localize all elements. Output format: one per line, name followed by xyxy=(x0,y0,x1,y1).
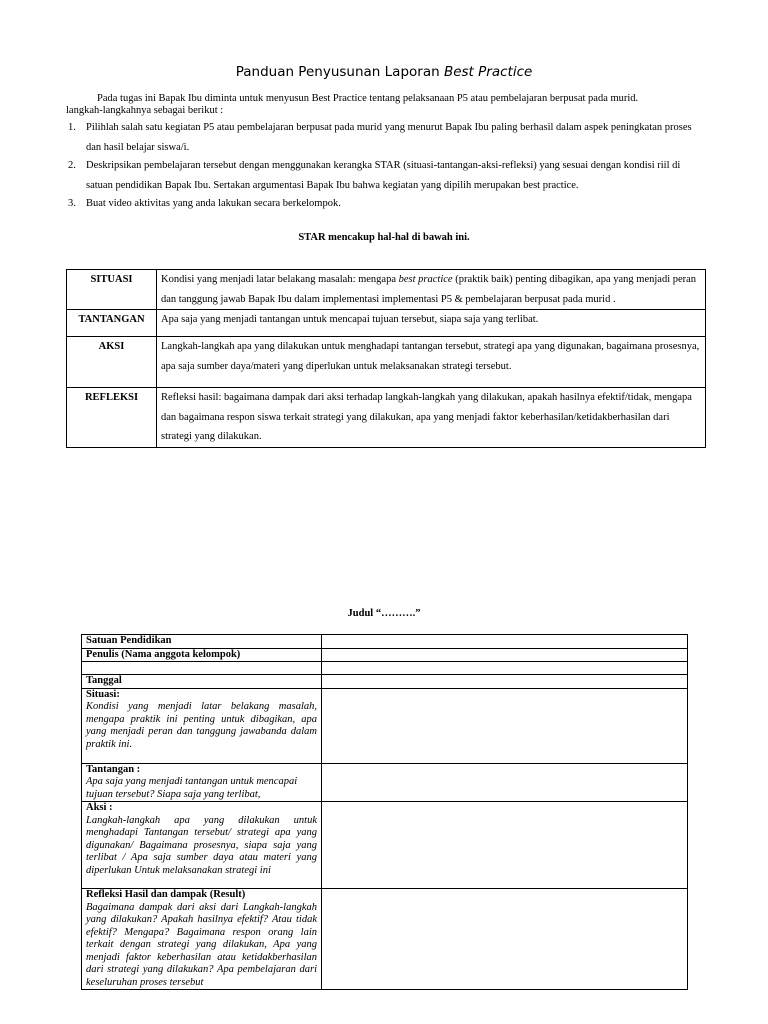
form-field-satuan[interactable] xyxy=(322,635,688,649)
form-blank-cell xyxy=(82,662,322,675)
list-text: Buat video aktivitas yang anda lakukan secara berkelompok. xyxy=(86,198,341,209)
form-field-penulis[interactable] xyxy=(322,648,688,662)
form-field-aksi[interactable] xyxy=(322,802,688,889)
list-number: 3. xyxy=(68,198,76,209)
star-label-tantangan: TANTANGAN xyxy=(67,310,157,337)
form-label-situasi: Situasi: xyxy=(86,688,120,700)
list-item xyxy=(66,118,706,157)
table-row xyxy=(82,889,688,990)
star-desc-text: Kondisi yang menjadi latar belakang masalah: mengapa xyxy=(161,274,399,285)
table-row xyxy=(67,270,706,310)
table-row xyxy=(67,337,706,388)
star-label-aksi: AKSI xyxy=(67,337,157,388)
intro-line-2: langkah-langkahnya sebagai berikut : xyxy=(66,105,224,116)
steps-list xyxy=(66,118,706,213)
title-text: Panduan Penyusunan Laporan xyxy=(235,64,444,80)
intro-line-1: Pada tugas ini Bapak Ibu diminta untuk menyusun Best Practice tentang pelaksanaan P5 atau pembelajaran berpusat pada murid. xyxy=(97,93,639,104)
form-label-aksi: Aksi : xyxy=(86,802,113,813)
form-desc-aksi: Langkah-langkah apa yang dilakukan untuk menghadapi Tantangan tersebut/ strategi apa yang digunakan/ Bagaimana prosesnya, siapa saja yang terlibat / Apa saja sumber daya atau materi yang diperlukan Untuk melaksanakan strategi ini xyxy=(86,814,317,876)
table-row xyxy=(82,675,688,689)
list-item xyxy=(66,156,706,195)
table-row xyxy=(82,662,688,675)
form-desc-refleksi: Bagaimana dampak dari aksi dari Langkah-langkah yang dilakukan? Apakah hasilnya efektif? Atau tidak efektif? Mengapa? Bagaimana respon orang lain terkait dengan strategi yang dilakukan, Apa yang menjadi faktor keberhasilan atau ketidakberhasilan dari strategi yang dilakukan? Apa pembelajaran dari keseluruhan proses tersebut xyxy=(86,901,317,988)
form-label-tanggal: Tanggal xyxy=(82,675,322,689)
list-number: 2. xyxy=(68,160,76,171)
table-row xyxy=(67,310,706,337)
star-table xyxy=(66,269,706,448)
table-row xyxy=(82,635,688,649)
form-field-tanggal[interactable] xyxy=(322,675,688,689)
table-row xyxy=(67,388,706,448)
form-field-refleksi[interactable] xyxy=(322,889,688,990)
list-item xyxy=(66,194,706,214)
report-form-table xyxy=(81,634,688,990)
star-desc-refleksi: Refleksi hasil: bagaimana dampak dari aksi terhadap langkah-langkah yang dilakukan, apakah hasilnya efektif/tidak, mengapa dan bagaimana respon siswa terkait strategi yang dilakukan, apa yang menjadi faktor keberhasilan/ketidakberhasilan dari strategi yang dilakukan. xyxy=(157,388,706,448)
form-cell-tantangan xyxy=(82,763,322,802)
star-heading: STAR mencakup hal-hal di bawah ini. xyxy=(298,232,470,243)
document-title xyxy=(0,64,768,80)
form-label-penulis: Penulis (Nama anggota kelompok) xyxy=(82,648,322,662)
table-row xyxy=(82,763,688,802)
title-emphasis: Best Practice xyxy=(443,64,533,80)
list-text: Pilihlah salah satu kegiatan P5 atau pembelajaran berpusat pada murid yang menurut Bapak Ibu paling berhasil dalam aspek peningkatan proses dan hasil belajar siswa/i. xyxy=(86,122,692,153)
form-desc-tantangan: Apa saja yang menjadi tantangan untuk mencapai tujuan tersebut? Siapa saja yang terlibat, xyxy=(86,776,298,800)
form-label-refleksi: Refleksi Hasil dan dampak (Result) xyxy=(86,889,246,900)
star-desc-aksi: Langkah-langkah apa yang dilakukan untuk menghadapi tantangan tersebut, strategi apa yang digunakan, bagaimana prosesnya, apa saja sumber daya/materi yang diperlukan untuk melaksanakan strategi tersebut. xyxy=(157,337,706,388)
table-row xyxy=(82,802,688,889)
form-label-satuan: Satuan Pendidikan xyxy=(82,635,322,649)
form-title: Judul “……….” xyxy=(347,608,421,619)
form-field-situasi[interactable] xyxy=(322,688,688,763)
form-field-blank[interactable] xyxy=(322,662,688,675)
list-text: Deskripsikan pembelajaran tersebut dengan menggunakan kerangka STAR (situasi-tantangan-aksi-refleksi) yang sesuai dengan kondisi riil di satuan pendidikan Bapak Ibu. Sertakan argumentasi Bapak Ibu bahwa kegiatan yang dipilih merupakan best practice. xyxy=(86,160,681,191)
star-label-situasi: SITUASI xyxy=(67,270,157,310)
form-field-tantangan[interactable] xyxy=(322,763,688,802)
list-number: 1. xyxy=(68,122,76,133)
form-desc-situasi: Kondisi yang menjadi latar belakang masalah, mengapa praktik ini penting untuk dibagikan, apa yang menjadi peran dan tanggung jawabanda dalam praktik ini. xyxy=(86,701,317,750)
intro-paragraph xyxy=(66,93,716,117)
star-desc-situasi xyxy=(157,270,706,310)
form-label-tantangan: Tantangan : xyxy=(86,763,141,775)
table-row xyxy=(82,648,688,662)
form-cell-aksi xyxy=(82,802,322,889)
star-label-refleksi: REFLEKSI xyxy=(67,388,157,448)
star-desc-emphasis: best practice xyxy=(398,274,453,285)
form-cell-situasi xyxy=(82,688,322,763)
form-cell-refleksi xyxy=(82,889,322,990)
table-row xyxy=(82,688,688,763)
star-desc-text: (praktik baik) penting dibagikan, apa yang menjadi peran dan tanggung jawab Bapak Ibu dalam implementasi implementasi P5 & pembelajaran berpusat pada murid . xyxy=(161,274,697,305)
star-desc-tantangan: Apa saja yang menjadi tantangan untuk mencapai tujuan tersebut, siapa saja yang terlibat. xyxy=(157,310,706,337)
